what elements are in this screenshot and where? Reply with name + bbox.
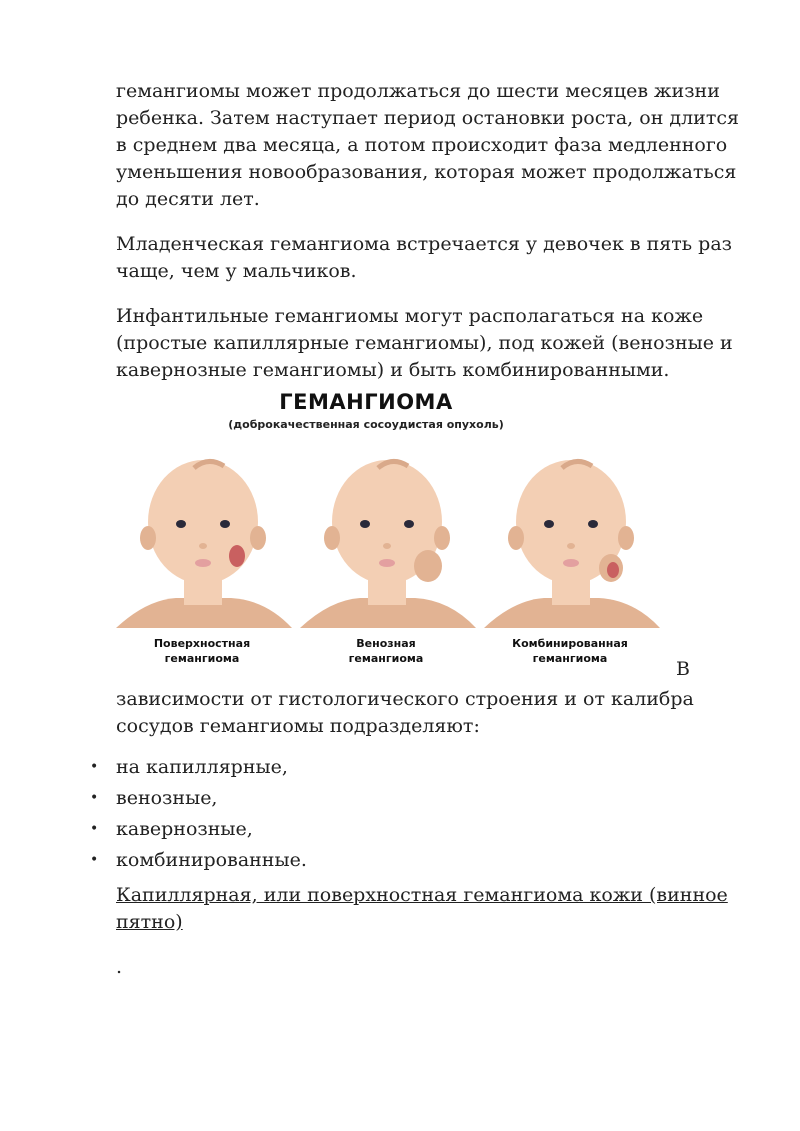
list-item: • венозные,	[116, 783, 744, 814]
capillary-hemangioma-link[interactable]: Капиллярная, или поверхностная гемангиома кожи (винное пятно)	[116, 884, 728, 933]
lesion-venous	[414, 550, 442, 582]
caption-superficial: Поверхностная гемангиома	[153, 637, 251, 665]
bullet-icon: •	[90, 790, 99, 806]
document-page	[90, 78, 744, 978]
paragraph-location: Инфантильные гемангиомы могут располагаться на коже (простые капиллярные гемангиомы), под кожей (венозные и кавернозные гемангиомы) и быть комбинированными.	[116, 305, 733, 381]
lesion-combined	[607, 562, 619, 578]
figure-subtitle: (доброкачественная сосоудистая опухоль)	[228, 418, 504, 431]
bullet-icon: •	[90, 821, 99, 837]
list-item: • комбинированные.	[116, 845, 744, 876]
list-item: • кавернозные,	[116, 814, 744, 845]
bullet-icon: •	[90, 852, 99, 868]
list-item: • на капиллярные,	[116, 752, 744, 783]
paragraph-classification: зависимости от гистологического строения и от калибра сосудов гемангиомы подразделяют:	[116, 688, 694, 737]
lesion-superficial	[229, 545, 245, 567]
end-mark: .	[116, 956, 123, 978]
baby-face-superficial	[116, 460, 292, 628]
caption-combined: Комбинированная гемангиома	[512, 637, 628, 665]
caption-venous: Венозная гемангиома	[348, 637, 424, 665]
paragraph-growth-phase: гемангиомы может продолжаться до шести месяцев жизни ребенка. Затем наступает период остановки роста, он длится в среднем два месяца, а потом происходит фаза медленного уменьшения новообразования, которая может продолжаться до десяти лет.	[116, 80, 739, 210]
baby-faces-illustration	[116, 450, 676, 630]
baby-face-combined	[484, 460, 660, 628]
trailing-letter: В	[676, 658, 690, 680]
baby-face-venous	[300, 460, 476, 628]
bullet-icon: •	[90, 759, 99, 775]
paragraph-gender-ratio: Младенческая гемангиома встречается у девочек в пять раз чаще, чем у мальчиков.	[116, 233, 733, 282]
figure-title: ГЕМАНГИОМА	[279, 390, 453, 414]
hemangioma-figure	[116, 390, 696, 680]
classification-list	[90, 752, 744, 876]
